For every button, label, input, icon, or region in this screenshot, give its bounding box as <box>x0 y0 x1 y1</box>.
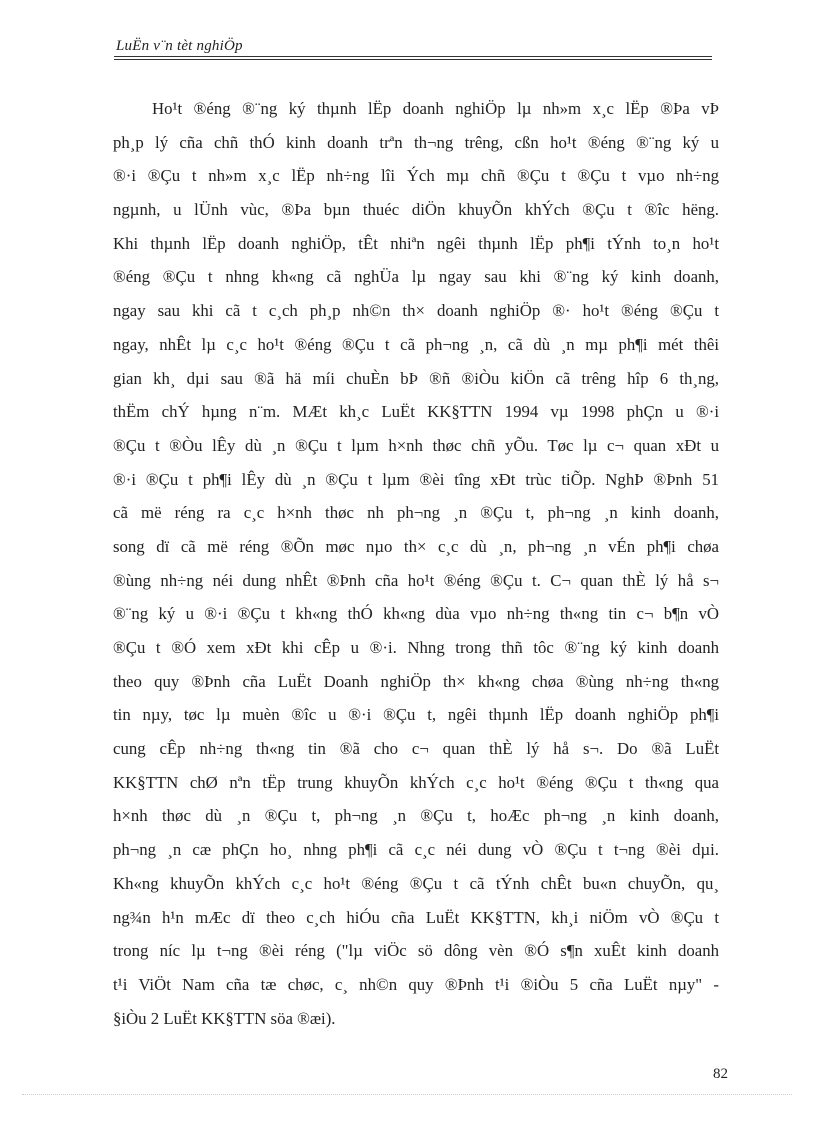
paragraph-line: ®¨ng ký u ®·i ®Çu t kh«ng thÓ kh«ng dùa vµo nh÷ng th«ng tin c¬ b¶n vÒ <box>113 604 719 624</box>
paragraph-line: gian kh¸ dµi sau ®ã hä míi chuÈn bÞ ®ñ ®iÒu kiÖn cã trêng hîp 6 th¸ng, <box>113 368 719 388</box>
paragraph-line: ®ùng nh÷ng néi dung nhÊt ®Þnh cña ho¹t ®éng ®Çu t. C¬ quan thÈ lý hå s¬ <box>113 570 719 590</box>
paragraph-line: ph¬ng ¸n cæ phÇn ho¸ nhng ph¶i cã c¸c néi dung vÒ ®Çu t t¬ng ®èi dµi. <box>113 840 719 860</box>
paragraph-line: thËm chÝ hµng n¨m. MÆt kh¸c LuËt KK§TTN 1994 vµ 1998 phÇn u ®·i <box>113 402 719 422</box>
paragraph-line: ngay, nhÊt lµ c¸c ho¹t ®éng ®Çu t cã ph¬ng ¸n, cã dù ¸n mµ ph¶i mét thêi <box>113 334 719 354</box>
paragraph-line: ngµnh, u lÜnh vùc, ®Þa bµn thuéc diÖn khuyÕn khÝch ®Çu t ®îc hëng. <box>113 200 719 220</box>
paragraph-line: §iÒu 2 LuËt KK§TTN söa ®æi). <box>113 1008 336 1028</box>
paragraph-line: Ho¹t ®éng ®¨ng ký thµnh lËp doanh nghiÖp lµ nh»m x¸c lËp ®Þa vÞ <box>152 99 719 118</box>
paragraph-line: h×nh thøc dù ¸n ®Çu t, ph¬ng ¸n ®Çu t, hoÆc ph¬ng ¸n kinh doanh, <box>113 806 719 826</box>
paragraph-line: ng¾n h¹n mÆc dï theo c¸ch hiÓu cña LuËt KK§TTN, kh¸i niÖm vÒ ®Çu t <box>113 907 719 927</box>
header-rule-top <box>114 56 712 57</box>
running-header-title: LuËn v¨n tèt nghiÖp <box>116 38 243 54</box>
header-rule-bottom <box>114 59 712 60</box>
paragraph-line: ph¸p lý cña chñ thÓ kinh doanh trªn th¬ng trêng, cßn ho¹t ®éng ®¨ng ký u <box>113 132 719 152</box>
paragraph-line: theo quy ®Þnh cña LuËt Doanh nghiÖp th× kh«ng chøa ®ùng nh÷ng th«ng <box>113 671 719 691</box>
paragraph-line: KK§TTN chØ nªn tËp trung khuyÕn khÝch c¸c ho¹t ®éng ®Çu t th«ng qua <box>113 772 719 792</box>
paragraph-line: cã më réng ra c¸c h×nh thøc nh ph¬ng ¸n ®Çu t, ph¬ng ¸n kinh doanh, <box>113 503 719 523</box>
paragraph-line: Kh«ng khuyÕn khÝch c¸c ho¹t ®éng ®Çu t cã tÝnh chÊt bu«n chuyÕn, qu¸ <box>113 873 719 893</box>
paragraph-line: ®·i ®Çu t ph¶i lÊy dù ¸n ®Çu t lµm ®èi tîng xÐt trùc tiÕp. NghÞ ®Þnh 51 <box>113 469 719 489</box>
page-number: 82 <box>713 1066 728 1082</box>
paragraph-line: ®Çu t ®Ó xem xÐt khi cÊp u ®·i. Nhng trong thñ tôc ®¨ng ký kinh doanh <box>113 638 719 657</box>
paragraph-line: t¹i ViÖt Nam cña tæ chøc, c¸ nh©n quy ®Þnh t¹i ®iÒu 5 cña LuËt nµy" - <box>113 974 719 994</box>
paragraph-line: Khi thµnh lËp doanh nghiÖp, tÊt nhiªn ngêi thµnh lËp ph¶i tÝnh to¸n ho¹t <box>113 233 719 253</box>
body-paragraph <box>113 92 719 1035</box>
paragraph-line: ®Çu t ®Òu lÊy dù ¸n ®Çu t lµm h×nh thøc chñ yÕu. Tøc lµ c¬ quan xÐt u <box>113 435 719 455</box>
paragraph-line: tin nµy, tøc lµ muèn ®îc u ®·i ®Çu t, ngêi thµnh lËp doanh nghiÖp ph¶i <box>113 705 719 725</box>
paragraph-line: cung cÊp nh÷ng th«ng tin ®ã cho c¬ quan thÈ lý hå s¬. Do ®ã LuËt <box>113 739 719 759</box>
paragraph-line: ngay sau khi cã t c¸ch ph¸p nh©n th× doanh nghiÖp ®· ho¹t ®éng ®Çu t <box>113 301 719 321</box>
paragraph-line: trong níc lµ t¬ng ®èi réng ("lµ viÖc sö dông vèn ®Ó s¶n xuÊt kinh doanh <box>113 941 719 961</box>
paragraph-line: song dï cã më réng ®Õn møc nµo th× c¸c dù ¸n, ph¬ng ¸n vÉn ph¶i chøa <box>113 536 719 556</box>
paragraph-line: ®éng ®Çu t nhng kh«ng cã nghÜa lµ ngay sau khi ®¨ng ký kinh doanh, <box>113 267 719 287</box>
footer-dotted-rule <box>22 1094 792 1095</box>
paragraph-line: ®·i ®Çu t nh»m x¸c lËp nh÷ng lîi Ých mµ chñ ®Çu t ®Çu t vµo nh÷ng <box>113 166 719 186</box>
